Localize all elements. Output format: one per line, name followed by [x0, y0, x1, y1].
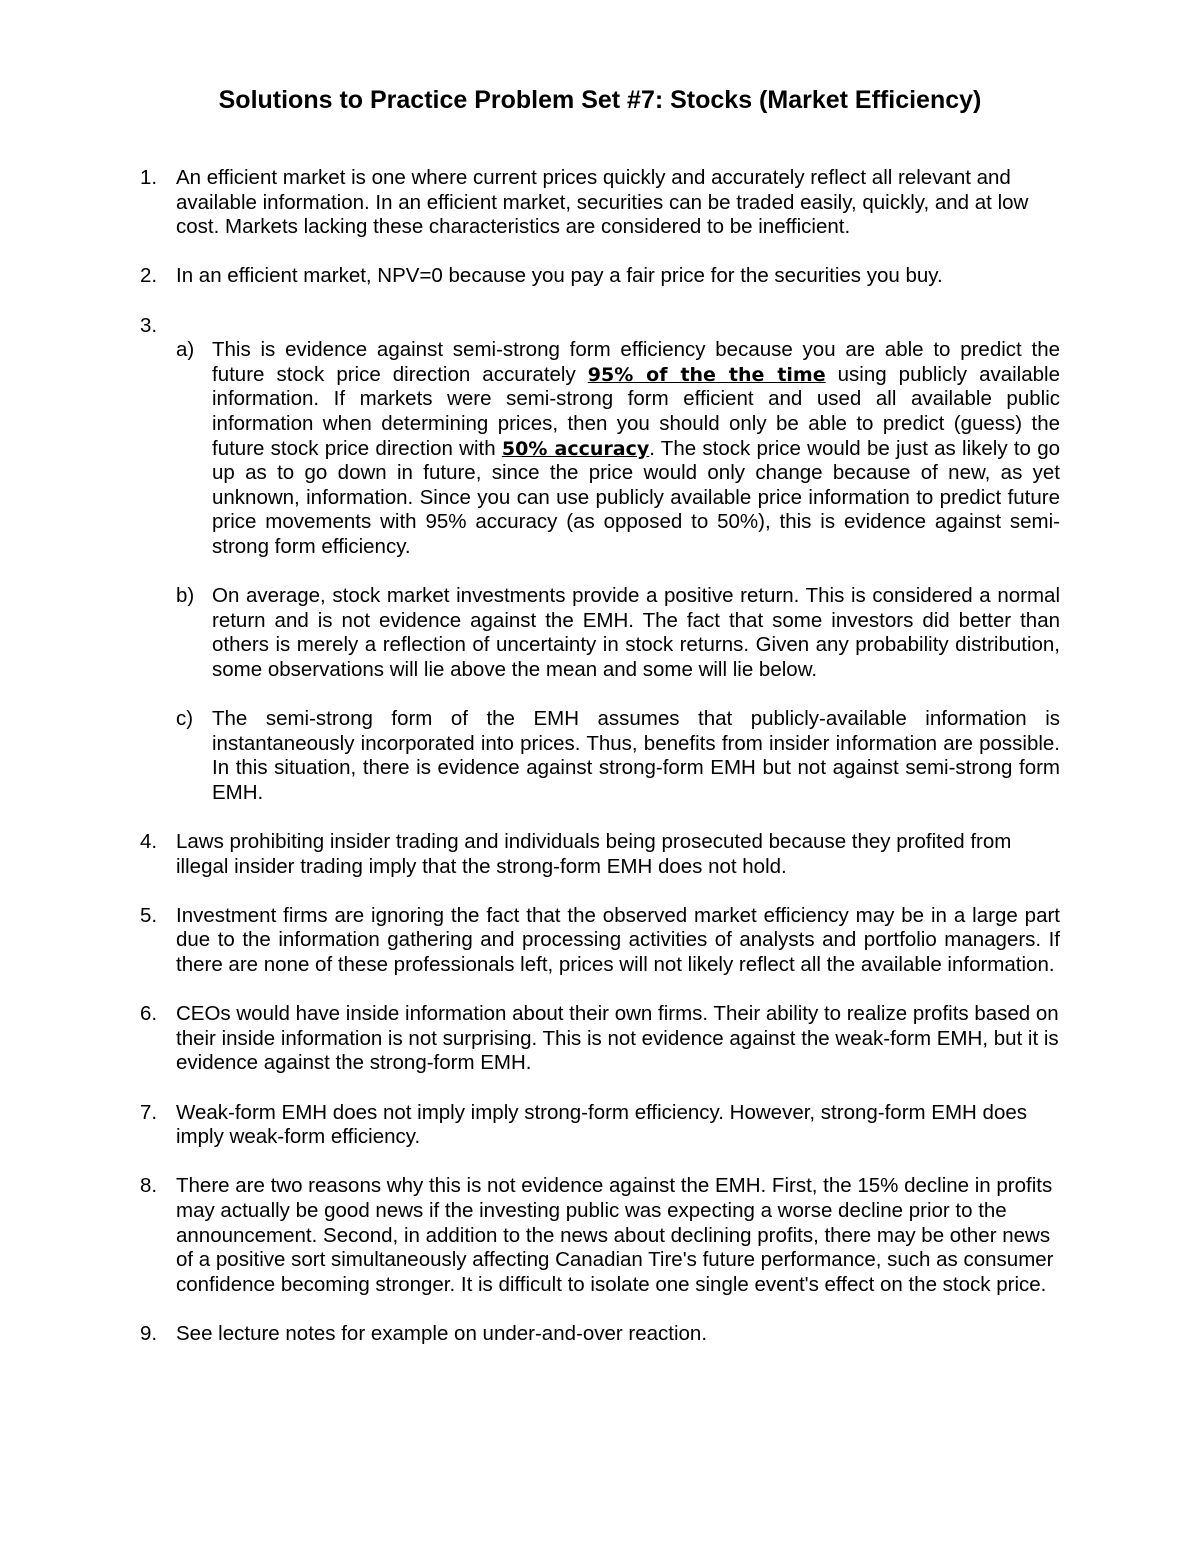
list-item [140, 166, 1060, 240]
list-item [140, 1174, 1060, 1297]
sub-text-part: This is evidence against semi-strong form efficiency because you are able to predict the future stock price direction accurately [212, 338, 1060, 386]
list-item [140, 1101, 1060, 1150]
item-spacer [176, 314, 1060, 339]
sub-label: b) [176, 584, 195, 608]
sub-item [176, 338, 1060, 559]
item-number: 9. [140, 1321, 158, 1345]
sub-text-part: . The stock price would be just as likely to go up as to go down in future, since the price would only change because of new, as yet unknown, information. Since you can use publicly available price information to predict future price movements with 95% accuracy (as opposed to 50%), this is evidence against semi-strong form efficiency. [212, 436, 1060, 558]
item-number: 4. [140, 830, 158, 854]
list-item [140, 314, 1060, 806]
item-number: 6. [140, 1002, 158, 1026]
solutions-list [140, 166, 1060, 1371]
sub-item [176, 707, 1060, 805]
list-item [140, 1002, 1060, 1076]
item-number: 7. [140, 1100, 158, 1124]
sub-list [176, 338, 1060, 805]
item-text: See lecture notes for example on under-and-over reaction. [176, 1321, 708, 1345]
sub-text: The semi-strong form of the EMH assumes that publicly-available information is instantaneously incorporated into prices. Thus, benefits from insider information are possible. In this situation, there is evidence against strong-form EMH but not against semi-strong form EMH. [212, 707, 1060, 804]
item-text: CEOs would have inside information about their own firms. Their ability to realize profits based on their inside information is not surprising. This is not evidence against the weak-form EMH, but it is evidence against the strong-form EMH. [176, 1002, 1059, 1075]
list-item [140, 264, 1060, 289]
emphasis-text: 95% of the the time [587, 363, 826, 386]
item-number: 8. [140, 1174, 158, 1198]
sub-label: a) [176, 338, 195, 362]
list-item [140, 830, 1060, 879]
sub-text: On average, stock market investments provide a positive return. This is considered a normal return and is not evidence against the EMH. The fact that some investors did better than others is merely a reflection of uncertainty in stock returns. Given any probability distribution, some observations will lie above the mean and some will lie below. [212, 584, 1060, 681]
list-item [140, 1322, 1060, 1347]
item-number: 2. [140, 264, 158, 288]
item-text: There are two reasons why this is not evidence against the EMH. First, the 15% decline in profits may actually be good news if the investing public was expecting a worse decline prior to the announcement. Second, in addition to the news about declining profits, there may be other news of a positive sort simultaneously affecting Canadian Tire's future performance, such as consumer confidence becoming stronger. It is difficult to isolate one single event's effect on the stock price. [176, 1174, 1054, 1296]
item-number: 1. [140, 166, 158, 189]
sub-text-part: using publicly available information. If markets were semi-strong form efficient and used all available public information when determining prices, then you should only be able to predict (guess) the future stock price direction with [212, 362, 1060, 460]
item-text: Weak-form EMH does not imply imply strong-form efficiency. However, strong-form EMH does imply weak-form efficiency. [176, 1100, 1028, 1149]
item-number: 5. [140, 903, 158, 927]
sub-item [176, 584, 1060, 682]
item-text: Laws prohibiting insider trading and individuals being prosecuted because they profited from illegal insider trading imply that the strong-form EMH does not hold. [176, 830, 1012, 878]
item-text: Investment firms are ignoring the fact that the observed market efficiency may be in a large part due to the information gathering and processing activities of analysts and portfolio managers. If there are none of these professionals left, prices will not likely reflect all the available information. [176, 903, 1060, 976]
sub-label: c) [176, 707, 194, 731]
item-text: In an efficient market, NPV=0 because you pay a fair price for the securities you buy. [176, 264, 943, 288]
item-number: 3. [140, 313, 158, 337]
item-text: An efficient market is one where current prices quickly and accurately reflect all relevant and available information. In an efficient market, securities can be traded easily, quickly, and at low cost. Markets lacking these characteristics are considered to be inefficient. [176, 166, 1029, 239]
list-item [140, 904, 1060, 978]
sub-text [212, 338, 1060, 559]
page-title: Solutions to Practice Problem Set #7: Stocks (Market Efficiency) [218, 86, 982, 114]
emphasis-text: 50% accuracy [501, 437, 650, 460]
